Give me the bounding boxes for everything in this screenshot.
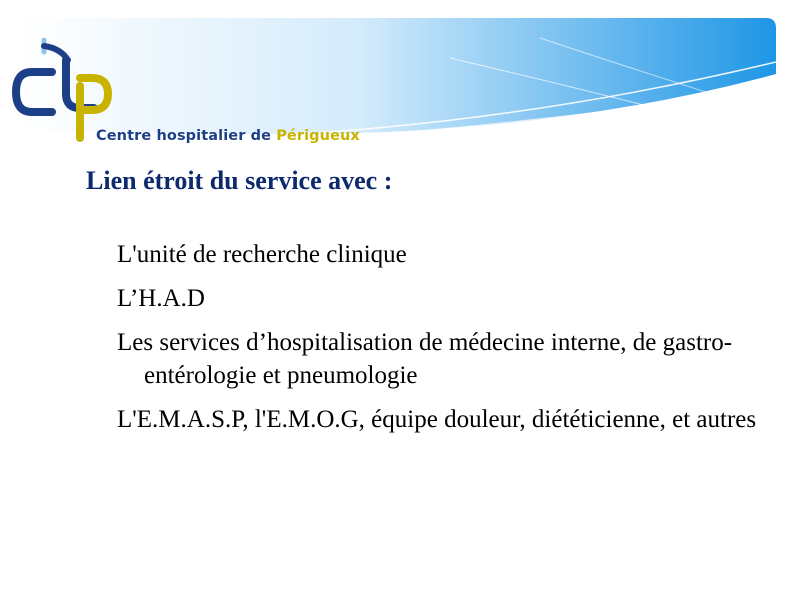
header-gradient-band (20, 18, 776, 138)
bullet-list (117, 238, 757, 447)
hospital-name (96, 128, 360, 144)
hospital-name-accent: Périgueux (276, 128, 360, 144)
slide-title: Lien étroit du service avec : (86, 166, 393, 195)
hospital-name-prefix: Centre hospitalier de (96, 128, 272, 144)
list-item: L’H.A.D (117, 285, 205, 312)
list-item: L'E.M.A.S.P, l'E.M.O.G, équipe douleur, diététicienne, et autres (117, 406, 757, 433)
list-item: L'unité de recherche clinique (117, 241, 407, 268)
list-item: Les services d’hospitalisation de médecine interne, de gastro-entérologie et pneumologie (117, 329, 733, 389)
